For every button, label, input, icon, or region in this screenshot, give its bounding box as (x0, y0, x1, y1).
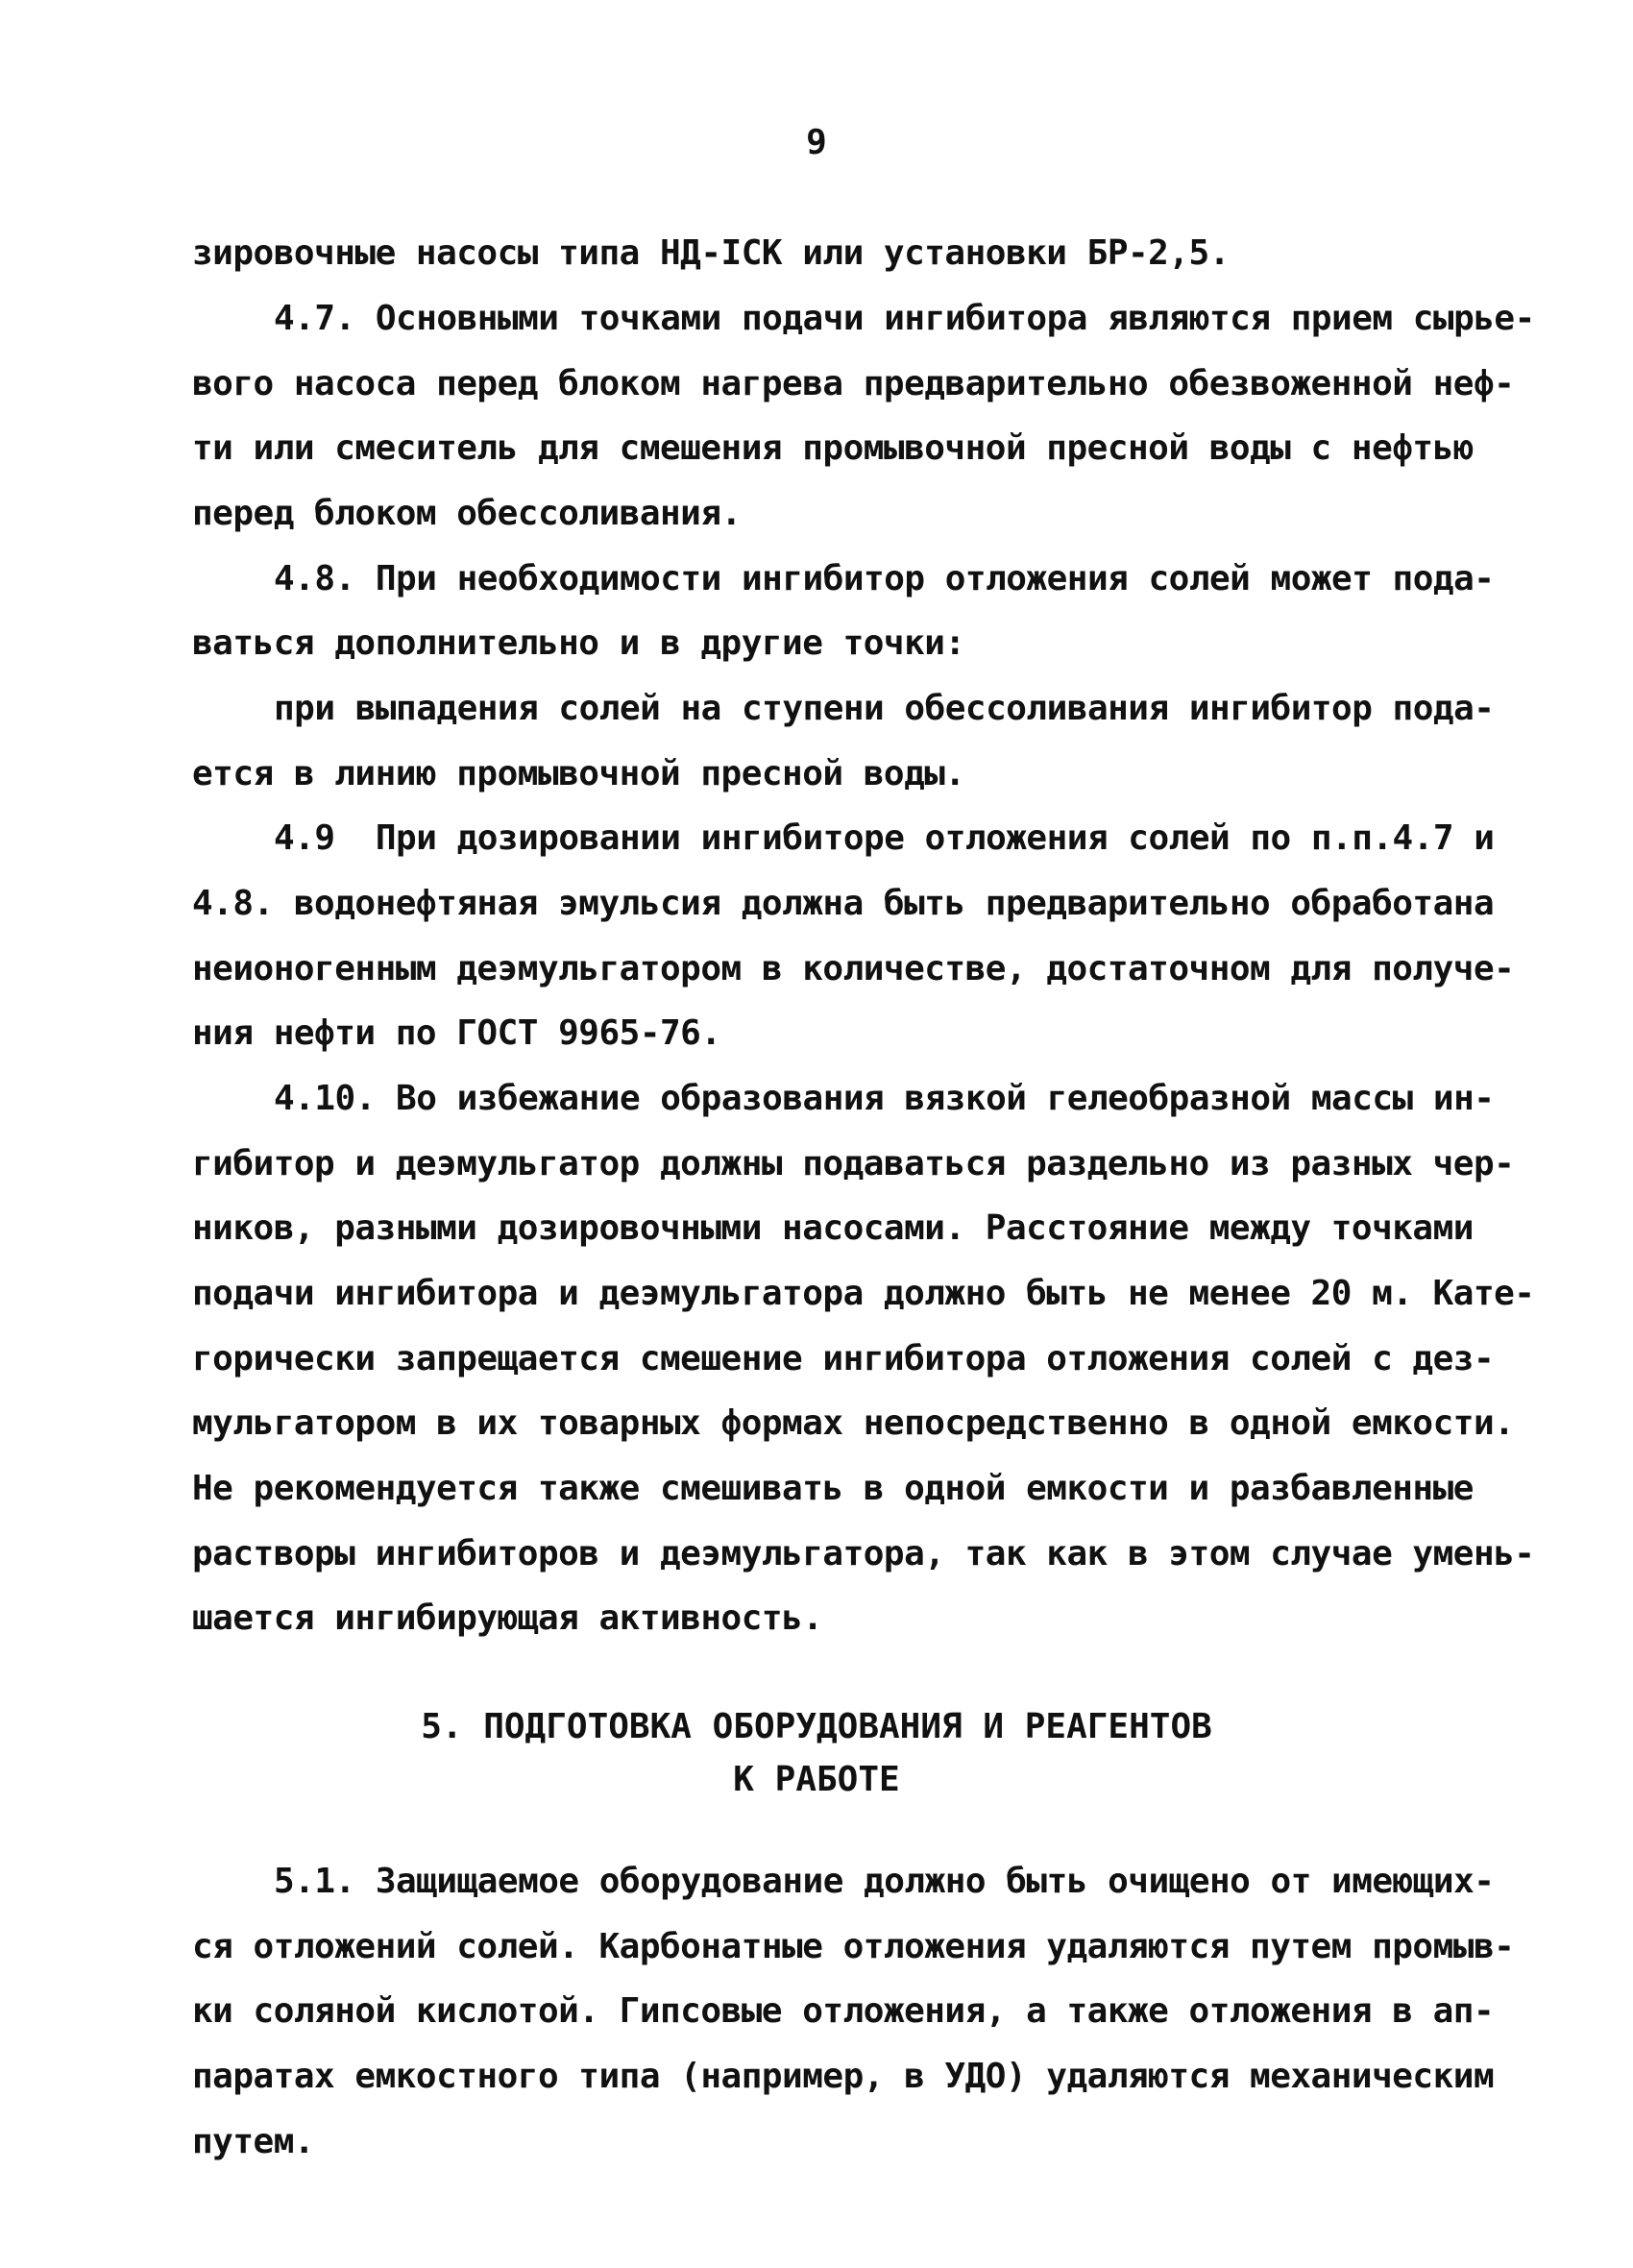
section-heading-continued: К РАБОТЕ (733, 1760, 900, 1799)
text-line: подачи ингибитора и деэмульгатора должно быть не менее 20 м. Кате- (192, 1274, 1535, 1313)
text-line: путем. (192, 2122, 315, 2161)
text-line: шается ингибирующая активность. (192, 1598, 823, 1638)
text-line: при выпадения солей на ступени обессоливания ингибитор пода- (274, 689, 1495, 728)
text-line: паратах емкостного типа (например, в УДО) удаляются механическим (192, 2057, 1495, 2096)
section-heading: 5. ПОДГОТОВКА ОБОРУДОВАНИЯ И РЕАГЕНТОВ (421, 1707, 1212, 1746)
text-line: ников, разными дозировочными насосами. Расстояние между точками (192, 1208, 1474, 1248)
text-line: мульгатором в их товарных формах непосредственно в одной емкости. (192, 1403, 1515, 1443)
text-line: гибитор и деэмульгатор должны подаваться раздельно из разных чер- (192, 1144, 1515, 1183)
text-line: ния нефти по ГОСТ 9965-76. (192, 1013, 721, 1053)
text-line: растворы ингибиторов и деэмульгатора, так как в этом случае умень- (192, 1534, 1535, 1573)
text-line: горически запрещается смешение ингибитора отложения солей с дез- (192, 1339, 1495, 1378)
paragraph-4-7-line: 4.7. Основными точками подачи ингибитора являются прием сырье- (274, 299, 1535, 338)
text-line: зировочные насосы типа НД-ICK или установки БР-2,5. (192, 233, 1230, 273)
text-line: неионогенным деэмульгатором в количестве, достаточном для получе- (192, 949, 1515, 988)
text-line: перед блоком обессоливания. (192, 494, 742, 533)
text-line: ваться дополнительно и в другие точки: (192, 623, 965, 663)
text-line: 4.8. водонефтяная эмульсия должна быть предварительно обработана (192, 884, 1495, 923)
paragraph-4-8-line: 4.8. При необходимости ингибитор отложения солей может пода- (274, 559, 1495, 598)
page-number: 9 (806, 123, 827, 162)
text-line: ки соляной кислотой. Гипсовые отложения, а также отложения в ап- (192, 1991, 1495, 2031)
text-line: вого насоса перед блоком нагрева предварительно обезвоженной неф- (192, 364, 1515, 403)
text-line: ся отложений солей. Карбонатные отложения удаляются путем промыв- (192, 1927, 1515, 1966)
paragraph-5-1-line: 5.1. Защищаемое оборудование должно быть очищено от имеющих- (274, 1862, 1495, 1901)
text-line: ется в линию промывочной пресной воды. (192, 754, 965, 793)
text-line: ти или смеситель для смешения промывочной пресной воды с нефтью (192, 428, 1474, 468)
paragraph-4-9-line: 4.9 При дозировании ингибиторе отложения солей по п.п.4.7 и (274, 818, 1495, 858)
paragraph-4-10-line: 4.10. Во избежание образования вязкой гелеобразной массы ин- (274, 1079, 1495, 1118)
text-line: Не рекомендуется также смешивать в одной емкости и разбавленные (192, 1469, 1474, 1508)
